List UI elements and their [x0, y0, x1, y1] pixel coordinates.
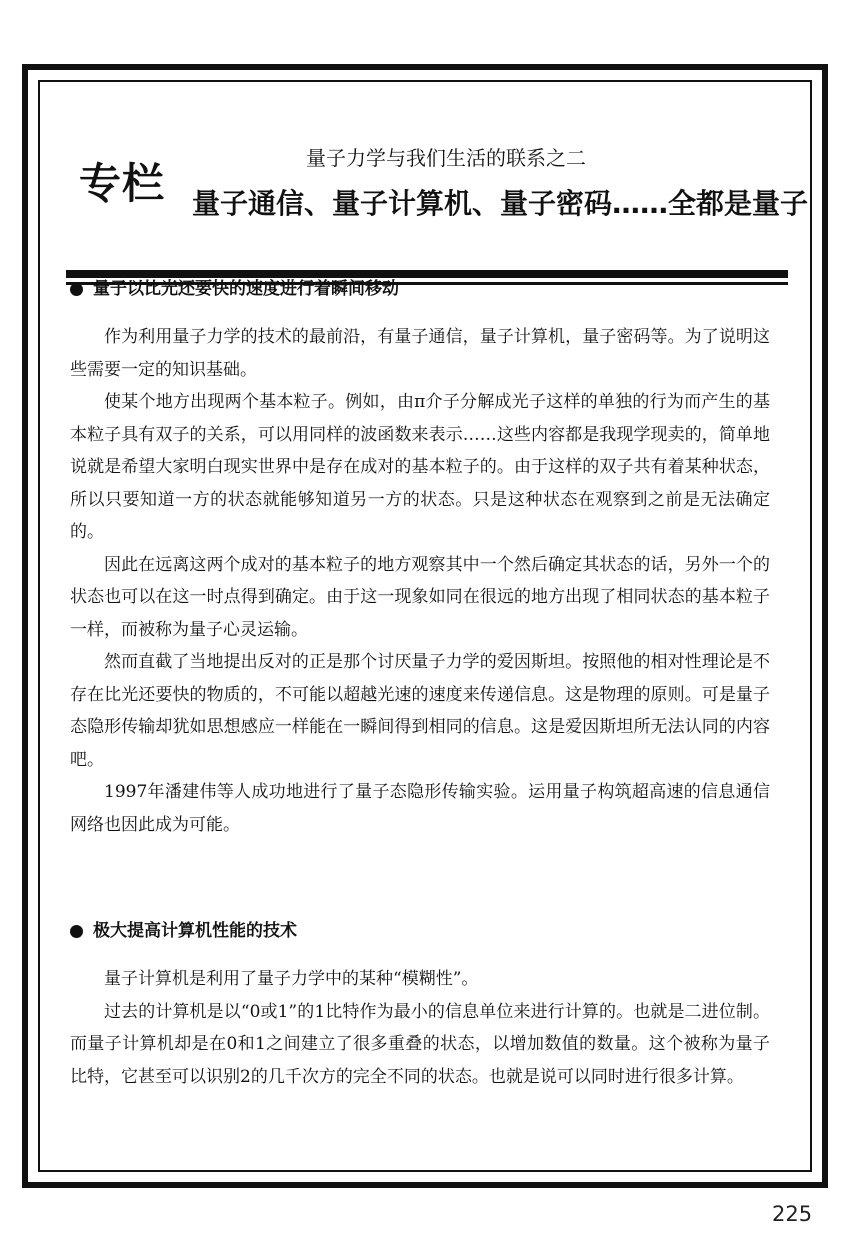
- bullet-icon: [70, 283, 83, 296]
- section-heading: [70, 917, 770, 945]
- paragraph: 1997年潘建伟等人成功地进行了量子态隐形传输实验。运用量子构筑超高速的信息通信网络也因此成为可能。: [70, 782, 770, 835]
- paragraph: 因此在远离这两个成对的基本粒子的地方观察其中一个然后确定其状态的话，另外一个的状态也可以在这一时点得到确定。由于这一现象如同在很远的地方出现了相同状态的基本粒子一样，而被称为量子心灵运输。: [70, 554, 770, 640]
- paragraph: 作为利用量子力学的技术的最前沿，有量子通信，量子计算机，量子密码等。为了说明这些需要一定的知识基础。: [70, 327, 770, 380]
- paragraph: 量子计算机是利用了量子力学中的某种“模糊性”。: [104, 969, 479, 989]
- section-heading: [70, 275, 770, 303]
- section-quantum-teleportation: [70, 275, 770, 841]
- bullet-icon: [70, 925, 83, 938]
- section-heading-text: 极大提高计算机性能的技术: [93, 921, 297, 941]
- page-number: 225: [772, 1202, 813, 1226]
- column-title: 量子通信、量子计算机、量子密码……全都是量子: [192, 187, 809, 220]
- column-frame-inner: [38, 80, 812, 1172]
- column-frame-outer: [22, 64, 828, 1188]
- paragraph: 过去的计算机是以“0或1”的1比特作为最小的信息单位来进行计算的。也就是二进位制。而量子计算机却是在0和1之间建立了很多重叠的状态，以增加数值的数量。这个被称为量子比特，它甚至可以识别2的几千次方的完全不同的状态。也就是说可以同时进行很多计算。: [70, 1001, 770, 1087]
- paragraph: 使某个地方出现两个基本粒子。例如，由π介子分解成光子这样的单独的行为而产生的基本粒子具有双子的关系，可以用同样的波函数来表示……这些内容都是我现学现卖的，简单地说就是希望大家明白现实世界中是存在成对的基本粒子的。由于这样的双子共有着某种状态，所以只要知道一方的状态就能够知道另一方的状态。只是这种状态在观察到之前是无法确定的。: [70, 392, 770, 542]
- section-heading-text: 量子以比光还要快的速度进行着瞬间移动: [93, 279, 399, 299]
- paragraph: 然而直截了当地提出反对的正是那个讨厌量子力学的爱因斯坦。按照他的相对性理论是不存在比光还要快的物质的，不可能以超越光速的速度来传递信息。这是物理的原则。可是量子态隐形传输却犹如思想感应一样能在一瞬间得到相同的信息。这是爱因斯坦所无法认同的内容吧。: [70, 652, 770, 770]
- column-label: 专栏: [79, 159, 166, 208]
- column-subtitle: 量子力学与我们生活的联系之二: [306, 146, 586, 170]
- section-quantum-computer: [70, 917, 770, 1093]
- column-header: [52, 126, 809, 256]
